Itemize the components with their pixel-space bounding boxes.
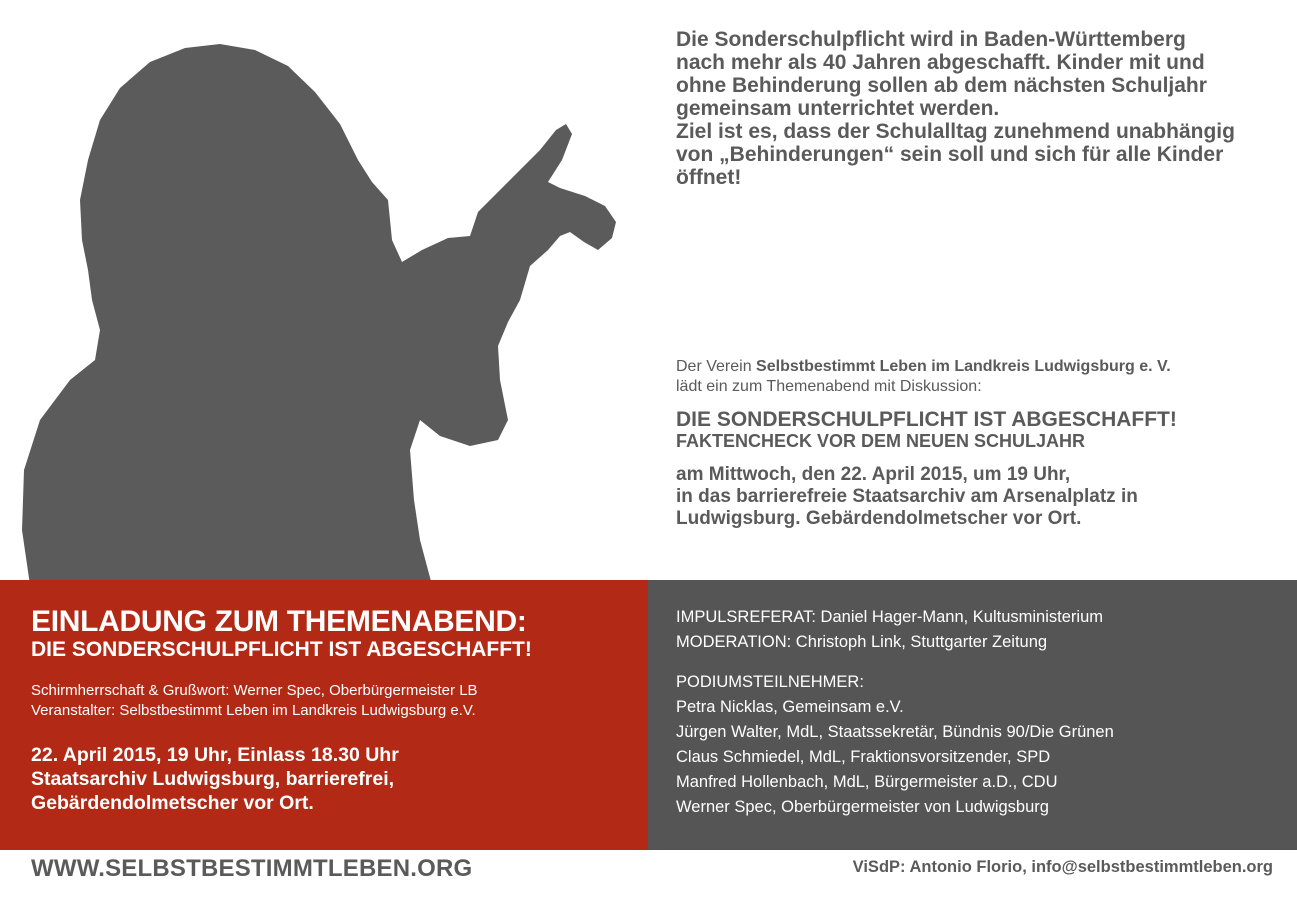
- event-date-location: [676, 464, 1291, 530]
- moderation-row: [676, 630, 1297, 655]
- invitation-lead: [676, 357, 1291, 377]
- invitation-red-panel: [0, 580, 648, 850]
- event-headline: DIE SONDERSCHULPFLICHT IST ABGESCHAFFT!: [676, 408, 1177, 431]
- speakers-grey-panel: [648, 580, 1297, 850]
- intro-paragraph: [676, 28, 1276, 189]
- moderation-label: MODERATION:: [676, 633, 792, 651]
- imprint-contact: ViSdP: Antonio Florio, info@selbstbestimmtleben.org: [852, 858, 1273, 876]
- panelist-item: Petra Nicklas, Gemeinsam e.V.: [676, 698, 904, 716]
- organizer-line: Veranstalter: Selbstbestimmt Leben im Landkreis Ludwigsburg e.V.: [31, 702, 476, 719]
- date-line: am Mittwoch, den 22. April 2015, um 19 Uhr,: [676, 464, 1071, 485]
- date-line: Ludwigsburg. Gebärdendolmetscher vor Ort.: [676, 508, 1082, 529]
- location-line: Staatsarchiv Ludwigsburg, barrierefrei,: [31, 768, 395, 790]
- keynote-label: IMPULSREFERAT:: [676, 608, 816, 626]
- panelists-heading: PODIUMSTEILNEHMER:: [676, 673, 864, 691]
- moderator-name: Christoph Link, Stuttgarter Zeitung: [791, 633, 1048, 651]
- invitation-lead-line2: lädt ein zum Themenabend mit Diskussion:: [676, 378, 982, 395]
- event-subheadline: FAKTENCHECK VOR DEM NEUEN SCHULJAHR: [676, 431, 1086, 451]
- organizer-name: Selbstbestimmt Leben im Landkreis Ludwigsburg e. V.: [756, 358, 1171, 375]
- panelist-item: Claus Schmiedel, MdL, Fraktionsvorsitzender, SPD: [676, 748, 1051, 766]
- intro-line: ohne Behinderung sollen ab dem nächsten Schuljahr: [676, 74, 1207, 97]
- date-line: 22. April 2015, 19 Uhr, Einlass 18.30 Uhr: [31, 744, 399, 766]
- intro-line: Die Sonderschulpflicht wird in Baden-Württemberg: [676, 28, 1186, 51]
- website-url: WWW.SELBSTBESTIMMTLEBEN.ORG: [31, 855, 473, 882]
- panelist-item: Jürgen Walter, MdL, Staatssekretär, Bündnis 90/Die Grünen: [676, 723, 1114, 741]
- intro-line: gemeinsam unterrichtet werden.: [676, 97, 1000, 120]
- lead-prefix: Der Verein: [676, 358, 757, 375]
- date-line: in das barrierefreie Staatsarchiv am Arsenalplatz in: [676, 486, 1138, 507]
- intro-line: öffnet!: [676, 166, 742, 189]
- person-silhouette-image: [0, 0, 660, 585]
- patron-info: [31, 681, 618, 721]
- keynote-speaker: Daniel Hager-Mann, Kultusministerium: [815, 608, 1103, 626]
- interpreter-line: Gebärdendolmetscher vor Ort.: [31, 792, 314, 814]
- intro-line: nach mehr als 40 Jahren abgeschafft. Kinder mit und: [676, 51, 1205, 74]
- invitation-block: [676, 357, 1291, 530]
- intro-line: von „Behinderungen“ sein soll und sich für alle Kinder: [676, 143, 1224, 166]
- red-panel-title: EINLADUNG ZUM THEMENABEND:: [31, 605, 527, 638]
- patron-line: Schirmherrschaft & Grußwort: Werner Spec, Oberbürgermeister LB: [31, 682, 478, 699]
- red-panel-date-info: [31, 743, 618, 815]
- panelist-item: Manfred Hollenbach, MdL, Bürgermeister a.D., CDU: [676, 773, 1058, 791]
- red-panel-subtitle: DIE SONDERSCHULPFLICHT IST ABGESCHAFFT!: [31, 638, 532, 661]
- intro-line: Ziel ist es, dass der Schulalltag zunehmend unabhängig: [676, 120, 1235, 143]
- panelist-item: Werner Spec, Oberbürgermeister von Ludwigsburg: [676, 798, 1049, 816]
- keynote-row: [676, 605, 1297, 630]
